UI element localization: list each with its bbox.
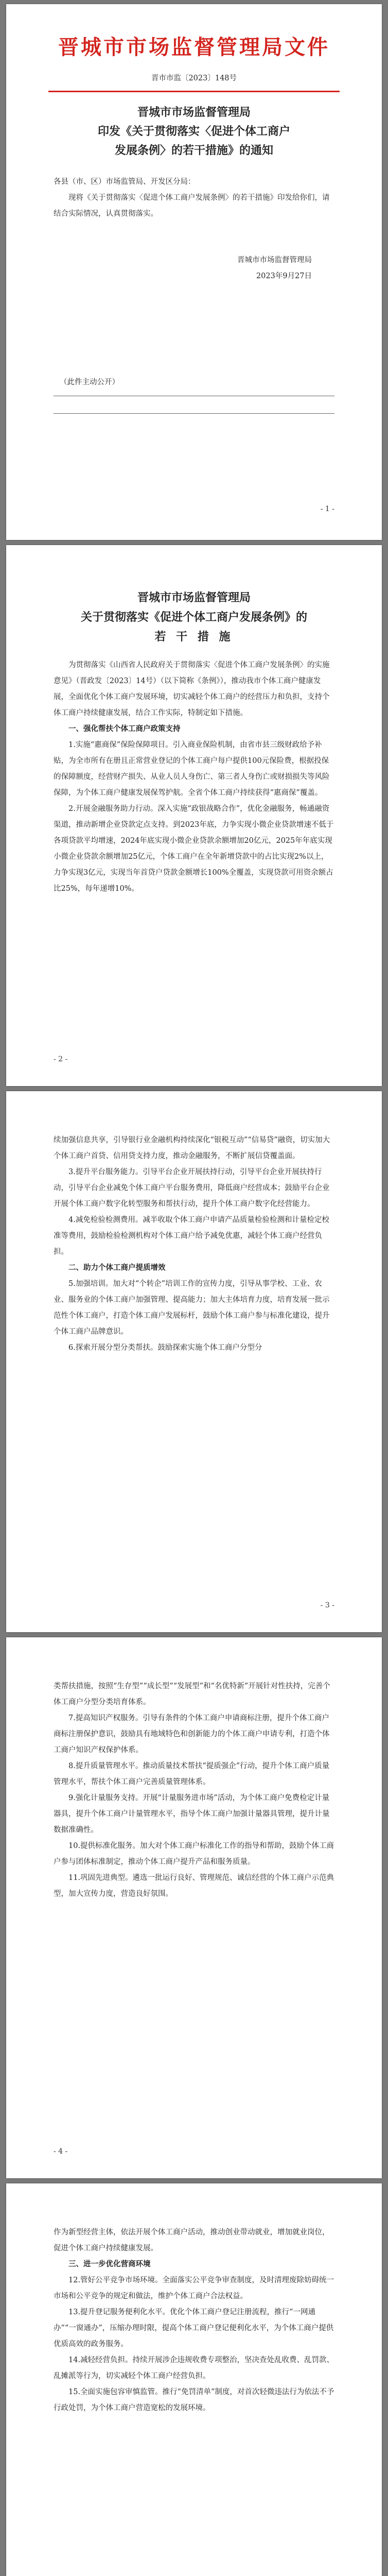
signature-date: 2023年9月27日 — [256, 272, 312, 280]
paragraph: 类帮扶措施，按照“生存型”“成长型”“发展型”和“名优特新”开展针对性扶持，完善个体工商户分型分类培育体系。 — [54, 1682, 330, 1706]
paragraph: 7.提高知识产权服务。引导有条件的个体工商户申请商标注册，提升个体工商户商标注册保护意识，鼓励具有地域特色和创新能力的个体工商户申请专利，打造个体工商户知识产权保护体系。 — [54, 1714, 330, 1754]
paragraph: 8.提升质量管理水平。推动质量技术帮扶“提质强企”行动，提升个体工商户质量管理水平，帮扶个体工商户完善质量管理体系。 — [54, 1762, 330, 1786]
footer-line — [54, 413, 334, 414]
signature-org: 晋城市市场监督管理局 — [237, 256, 312, 264]
page-1 — [6, 4, 382, 540]
paragraph: 1.实施“惠商保”保险保障项目。引入商业保险机制，由省市县三级财政给予补贴，为全市所有在册且正常营业登记的个体工商户每户提供100元保险费，根据投保的保障额度，经营财产损失、从业人员人身伤亡、第三者人身伤亡或财损损失等风险保障，为个体工商户健康发展保驾护航。全省个体工商户持续获得“惠商保”覆盖。 — [54, 741, 330, 797]
red-header: 晋城市市场监督管理局文件 — [58, 35, 330, 59]
notice-title-line: 印发《关于贯彻落实〈促进个体工商户 — [97, 125, 290, 138]
measures-title-line: 晋城市市场监督管理局 — [137, 591, 251, 604]
section-heading: 三、进一步优化营商环境 — [68, 2260, 151, 2268]
measures-title-line: 若 干 措 施 — [154, 631, 234, 643]
recipients: 各县（市、区）市场监管局、开发区分局： — [54, 178, 196, 186]
measures-title — [6, 588, 382, 647]
section-heading: 一、强化帮扶个体工商户政策支持 — [68, 725, 181, 733]
paragraph: 作为新型经营主体，依法开展个体工商户活动，推动创业带动就业，增加就业岗位，促进个体工商户持续健康发展。 — [54, 2228, 330, 2252]
notice-paragraph: 现将《关于贯彻落实〈促进个体工商户发展条例〉的若干措施》印发给你们，请结合实际情况，认真贯彻落实。 — [54, 194, 330, 218]
red-separator-line — [48, 91, 340, 92]
page-4 — [6, 1637, 382, 2178]
page-number: - 1 - — [320, 505, 334, 513]
paragraph: 11.巩固先进典型。遴选一批运行良好、管理规范、诚信经营的个体工商户示范典型，加大宣传力度，营造良好氛围。 — [54, 1874, 334, 1898]
notice-body — [54, 174, 334, 222]
notice-title — [6, 103, 382, 160]
measures-title-line: 关于贯彻落实《促进个体工商户发展条例》的 — [80, 611, 307, 624]
paragraph: 15.全面实施包容审慎监管。推行“免罚清单”制度，对首次轻微违法行为依法不予行政处罚，为个体工商户营造宽松的发展环境。 — [54, 2388, 334, 2412]
section-heading: 二、助力个体工商户提质增效 — [68, 1264, 166, 1272]
paragraph: 10.提供标准化服务。加大对个体工商户标准化工作的指导和帮助，鼓励个体工商户参与团体标准制定，推动个体工商户提升产品和服务质量。 — [54, 1842, 334, 1866]
paragraph: 续加强信息共享，引导银行业金融机构持续深化“银税互动”“信易贷”融资，切实加大个体工商户首贷、信用贷支持力度，推动金融服务，不断扩展信贷覆盖面。 — [54, 1136, 330, 1160]
paragraph: 4.减免检验检测费用。减半收取个体工商户申请产品质量检验检测和计量检定校准等费用，鼓励检验检测机构对个体工商户给予减免优惠，减轻个体工商户经营负担。 — [54, 1216, 329, 1256]
page-number: - 2 - — [54, 1055, 68, 1063]
page-body — [54, 657, 334, 897]
paragraph: 3.提升平台服务能力。引导平台企业开展扶持行动，引导平台企业开展扶持行动，引导平台企业减免个体工商户平台服务费用，降低商户经营成本；鼓励平台企业开展个体工商户数字化转型服务和帮扶行动，提升个体工商户数字化经营能力。 — [54, 1168, 330, 1208]
document-number: 晋市市监〔2023〕148号 — [151, 74, 237, 82]
paragraph: 9.强化计量服务支持。开展“计量服务进市场”活动，为个体工商户免费检定计量器具，提升个体工商户计量管理水平，指导个体工商户加强计量器具管理，提升计量数据准确性。 — [54, 1794, 330, 1834]
notice-title-line: 晋城市市场监督管理局 — [137, 106, 251, 119]
page-3 — [6, 1091, 382, 1632]
paragraph: 14.减轻经营负担。持续开展涉企违规收费专项整治，坚决查处乱收费、乱罚款、乱摊派等行为，切实减轻个体工商户经营负担。 — [54, 2356, 334, 2380]
paragraph: 12.管好公平竞争市场环境。全面落实公平竞争审查制度，及时清理废除妨碍统一市场和公平竞争的规定和做法，维护个体工商户合法权益。 — [54, 2276, 334, 2300]
page-number: - 4 - — [54, 2147, 68, 2156]
paragraph: 5.加强培训。加大对“个转企”培训工作的宣传力度，引导从事学校、工业、农业、服务业的个体工商户加强管理、提高能力；加大主体培育力度，培育发展一批示范性个体工商户，打造个体工商户发展标杆，鼓励个体工商户参与标准化建设，提升个体工商户品牌意识。 — [54, 1280, 330, 1336]
paragraph: 为贯彻落实《山西省人民政府关于贯彻落实〈促进个体工商户发展条例〉的实施意见》（晋政发〔2023〕14号）（以下简称《条例》），推动我市个体工商户健康发展，全面优化个体工商户发展环境，切实减轻个体工商户的经营压力和负担，支持个体工商户持续健康发展，结合工作实际，特制定如下措施。 — [54, 661, 330, 717]
page-2 — [6, 545, 382, 1086]
page-body — [54, 1132, 334, 1356]
notice-title-line: 发展条例〉的若干措施》的通知 — [114, 144, 273, 157]
paragraph: 2.开展金融服务助力行动。深入实施“政银战略合作”，优化金融服务，畅通融资渠道，推动新增企业贷款定点支持。到2023年底，力争实现小微企业贷款增速不低于各项贷款平均增速，2024年底实现小微企业贷款余额增加20亿元，2025年年底实现小微企业贷款余额增加25亿元，个体工商户在全年新增贷款中的占比实现2%以上，力争实现3亿元，实现当年首贷户贷款金额增长100%全覆盖，实现贷款可用资余额占比25%，每年递增10%。 — [54, 805, 334, 893]
paragraph: 13.提升登记服务便利化水平。优化个体工商户登记注册流程，推行“一网通办”“一窗通办”，压缩办理时限，提高个体工商户登记便利化水平，为个体工商户提供优质高效的政务服务。 — [54, 2308, 334, 2348]
page-5 — [6, 2183, 382, 2576]
paragraph: 6.探索开展分型分类帮扶。鼓励探索实施个体工商户分型分 — [68, 1344, 262, 1352]
page-body — [54, 1679, 334, 1902]
page-body — [54, 2225, 334, 2416]
publication-note: （此件主动公开） — [60, 378, 119, 386]
page-number: - 3 - — [320, 1601, 334, 1609]
